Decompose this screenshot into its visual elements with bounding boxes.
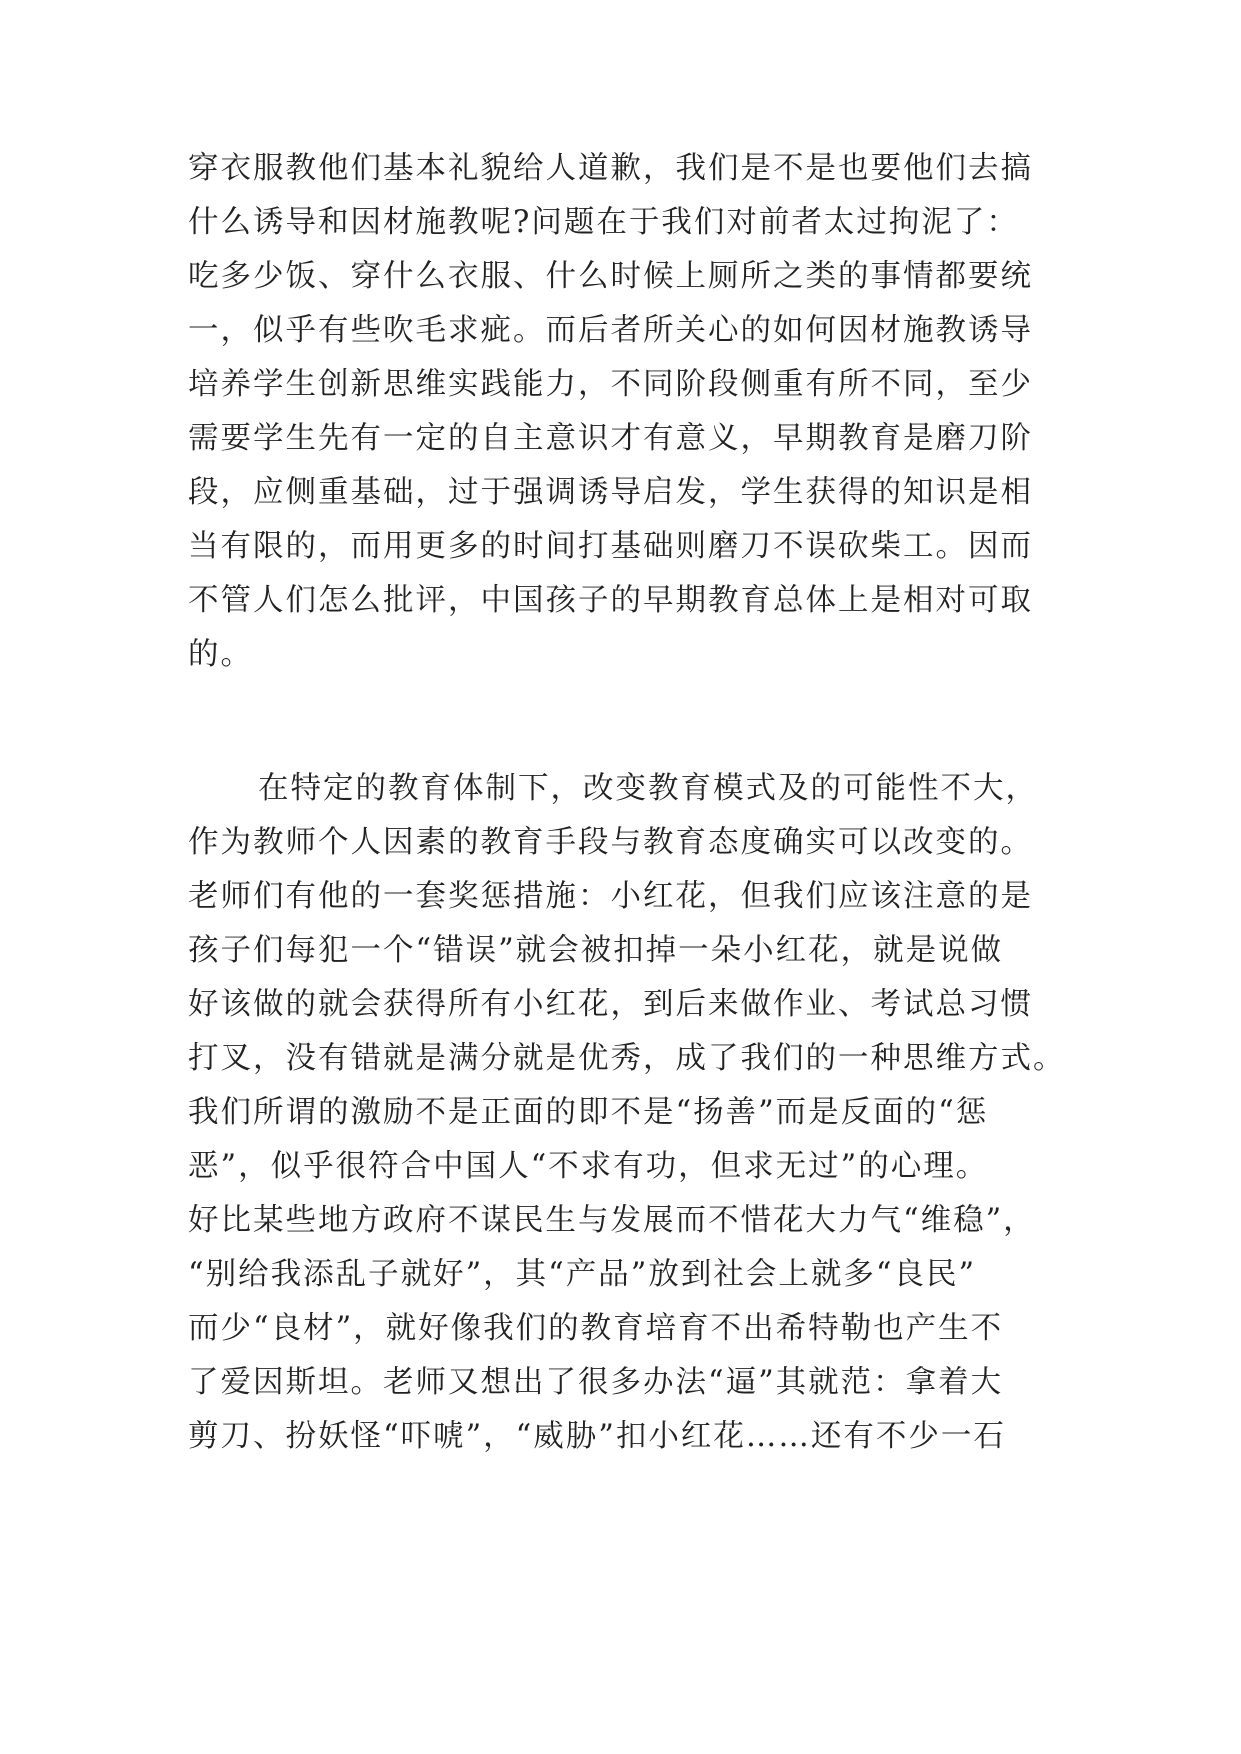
text-line: 了爱因斯坦。老师又想出了很多办法“逼”其就范：拿着大	[188, 1365, 1004, 1400]
text-line: 好比某些地方政府不谋民生与发展而不惜花大力气“维稳”，	[188, 1203, 1036, 1238]
text-line: 段，应侧重基础，过于强调诱导启发，学生获得的知识是相	[188, 475, 1033, 510]
text-line: 剪刀、扮妖怪“吓唬”，“威胁”扣小红花……还有不少一石	[188, 1419, 1006, 1454]
text-line: 吃多少饭、穿什么衣服、什么时候上厕所之类的事情都要统	[188, 259, 1033, 294]
text-line: 我们所谓的激励不是正面的即不是“扬善”而是反面的“惩	[188, 1095, 989, 1130]
text-line: 老师们有他的一套奖惩措施：小红花，但我们应该注意的是	[188, 879, 1033, 914]
text-line: 一，似乎有些吹毛求疵。而后者所关心的如何因材施教诱导	[188, 313, 1033, 348]
text-line: 培养学生创新思维实践能力，不同阶段侧重有所不同，至少	[188, 367, 1033, 402]
text-line: 不管人们怎么批评，中国孩子的早期教育总体上是相对可取	[188, 583, 1033, 618]
text-line: 需要学生先有一定的自主意识才有意义，早期教育是磨刀阶	[188, 421, 1033, 456]
text-line: 当有限的，而用更多的时间打基础则磨刀不误砍柴工。因而	[188, 529, 1033, 564]
text-line: 恶”，似乎很符合中国人“不求有功，但求无过”的心理。	[188, 1149, 989, 1184]
text-line: “别给我添乱子就好”，其“产品”放到社会上就多“良民”	[188, 1257, 977, 1292]
text-line: 而少“良材”，就好像我们的教育培育不出希特勒也产生不	[188, 1311, 1004, 1346]
text-line: 什么诱导和因材施教呢?问题在于我们对前者太过拘泥了：	[188, 205, 1019, 240]
text-line: 作为教师个人因素的教育手段与教育态度确实可以改变的。	[188, 825, 1033, 860]
text-line: 在特定的教育体制下，改变教育模式及的可能性不大，	[258, 771, 1038, 806]
text-line: 穿衣服教他们基本礼貌给人道歉，我们是不是也要他们去搞	[188, 151, 1033, 186]
text-line: 好该做的就会获得所有小红花，到后来做作业、考试总习惯	[188, 987, 1033, 1022]
text-line: 孩子们每犯一个“错误”就会被扣掉一朵小红花，就是说做	[188, 933, 1004, 968]
text-line: 的。	[188, 637, 253, 672]
text-line: 打叉，没有错就是满分就是优秀，成了我们的一种思维方式。	[188, 1041, 1066, 1076]
